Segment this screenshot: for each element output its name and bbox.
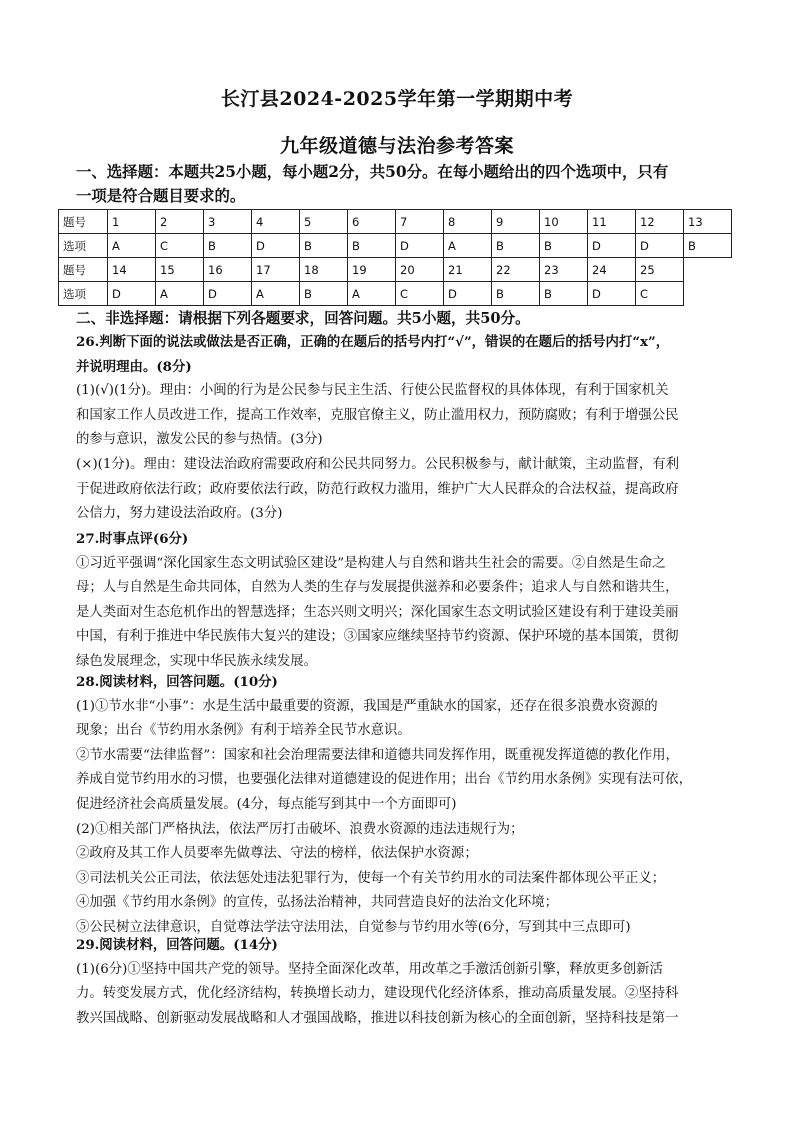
- question-28-title: 28.阅读材料，回答问题。(10分): [76, 674, 278, 690]
- table-cell: C: [636, 282, 684, 306]
- question-26-title: 并说明理由。(8分): [76, 358, 192, 375]
- answer-line: (1)(6分)①坚持中国共产党的领导。坚持全面深化改革，用改革之手激活创新引擎，释放更多创新活: [76, 961, 663, 977]
- table-cell: 15: [156, 258, 204, 282]
- table-cell: 18: [300, 258, 348, 282]
- table-cell: A: [156, 282, 204, 306]
- table-cell: 17: [252, 258, 300, 282]
- answer-line: 公信力，努力建设法治政府。(3分): [76, 506, 283, 522]
- row-label-number: 题号: [59, 210, 108, 234]
- table-cell: 19: [348, 258, 396, 282]
- table-cell: B: [300, 282, 348, 306]
- table-cell: 5: [300, 210, 348, 234]
- answer-line: 现象；出台《节约用水条例》有利于培养全民节水意识。: [76, 723, 411, 739]
- answer-line: 于促进政府依法行政；政府要依法行政，防范行政权力滥用，维护广大人民群众的合法权益，提高政府: [76, 481, 679, 497]
- table-cell: D: [396, 234, 444, 258]
- answer-line: 的参与意识，激发公民的参与热情。(3分): [76, 432, 323, 448]
- table-cell: 10: [540, 210, 588, 234]
- question-26: [76, 330, 720, 527]
- question-29: [76, 933, 720, 1031]
- answer-line: ①习近平强调“深化国家生态文明试验区建设”是构建人与自然和谐共生社会的需要。②自然是生命之: [76, 555, 666, 571]
- answer-line: ⑤公民树立法律意识，自觉尊法学法守法用法，自觉参与节约用水等(6分，写到其中三点即可): [76, 919, 631, 935]
- row-label-answer: 选项: [59, 234, 108, 258]
- table-cell: 24: [588, 258, 636, 282]
- table-cell: 12: [636, 210, 684, 234]
- question-26-title: 26.判断下面的说法或做法是否正确，正确的在题后的括号内打“√”，错误的在题后的括号内打“x”，: [76, 334, 670, 350]
- table-cell: B: [300, 234, 348, 258]
- answer-line: (1)①节水非“小事”：水是生活中最重要的资源，我国是严重缺水的国家，还存在很多浪费水资源的: [76, 698, 658, 714]
- document-subtitle: 九年级道德与法治参考答案: [279, 135, 514, 157]
- table-cell: C: [396, 282, 444, 306]
- table-cell: 7: [396, 210, 444, 234]
- table-cell: 11: [588, 210, 636, 234]
- table-cell: A: [444, 234, 492, 258]
- table-cell: D: [636, 234, 684, 258]
- table-cell: 25: [636, 258, 684, 282]
- section1-heading-line: 一、选择题：本题共25小题，每小题2分，共50分。在每小题给出的四个选项中，只有: [76, 163, 669, 181]
- table-cell: 21: [444, 258, 492, 282]
- table-row: [59, 210, 732, 234]
- table-cell: A: [252, 282, 300, 306]
- answer-line: ③司法机关公正司法，依法惩处违法犯罪行为，使每一个有关节约用水的司法案件都体现公平正义；: [76, 870, 666, 886]
- row-label-number: 题号: [59, 258, 108, 282]
- answer-line: (2)①相关部门严格执法，依法严厉打击破坏、浪费水资源的违法违规行为；: [76, 821, 524, 837]
- table-cell: 9: [492, 210, 540, 234]
- table-cell: 23: [540, 258, 588, 282]
- table-cell-empty: [684, 258, 732, 282]
- table-cell: B: [204, 234, 252, 258]
- answer-line: ④加强《节约用水条例》的宣传，弘扬法治精神，共同营造良好的法治文化环境；: [76, 895, 559, 911]
- table-cell: D: [204, 282, 252, 306]
- table-row: [59, 234, 732, 258]
- answer-line: 力。转变发展方式，优化经济结构，转换增长动力，建设现代化经济体系，推动高质量发展。②坚持科: [76, 986, 679, 1002]
- table-cell: 6: [348, 210, 396, 234]
- table-row: [59, 282, 732, 306]
- row-label-answer: 选项: [59, 282, 108, 306]
- section2-heading: 二、非选择题：请根据下列各题要求，回答问题。共5小题，共50分。: [76, 310, 530, 327]
- table-cell-empty: [684, 282, 732, 306]
- answer-line: (×)(1分)。理由：建设法治政府需要政府和公民共同努力。公民积极参与，献计献策，主动监督，有利: [76, 456, 680, 472]
- table-cell: 16: [204, 258, 252, 282]
- question-29-title: 29.阅读材料，回答问题。(14分): [76, 937, 278, 953]
- question-27: [76, 527, 720, 675]
- table-cell: A: [348, 282, 396, 306]
- answer-line: 中国，有利于推进中华民族伟大复兴的建设；③国家应继续坚持节约资源、保护环境的基本国策，贯彻: [76, 629, 679, 645]
- table-cell: D: [444, 282, 492, 306]
- answer-line: ②节水需要“法律监督”：国家和社会治理需要法律和道德共同发挥作用，既重视发挥道德的教化作用，: [76, 747, 679, 763]
- table-row: [59, 258, 732, 282]
- table-cell: B: [492, 234, 540, 258]
- table-cell: B: [540, 234, 588, 258]
- answer-line: 和国家工作人员改进工作，提高工作效率，克服官僚主义，防止滥用权力，预防腐败；有利于增强公民: [76, 407, 679, 423]
- table-cell: 4: [252, 210, 300, 234]
- table-cell: C: [156, 234, 204, 258]
- table-cell: 14: [108, 258, 156, 282]
- table-cell: 3: [204, 210, 252, 234]
- table-cell: B: [684, 234, 732, 258]
- table-cell: 22: [492, 258, 540, 282]
- answer-line: (1)(√)(1分)。理由：小闽的行为是公民参与民主生活、行使公民监督权的具体体现，有利于国家机关: [76, 383, 669, 399]
- table-cell: B: [492, 282, 540, 306]
- table-cell: 8: [444, 210, 492, 234]
- table-cell: 2: [156, 210, 204, 234]
- answer-table: [58, 209, 732, 306]
- table-cell: D: [588, 234, 636, 258]
- question-28: [76, 670, 720, 941]
- answer-line: 促进经济社会高质量发展。(4分，每点能写到其中一个方面即可): [76, 796, 457, 812]
- section1-heading: [76, 160, 720, 208]
- question-27-title: 27.时事点评(6分): [76, 531, 189, 547]
- table-cell: D: [252, 234, 300, 258]
- table-cell: D: [108, 282, 156, 306]
- table-cell: 13: [684, 210, 732, 234]
- section1-heading-line: 一项是符合题目要求的。: [76, 187, 246, 205]
- table-cell: D: [588, 282, 636, 306]
- answer-line: 养成自觉节约用水的习惯，也要强化法律对道德建设的促进作用；出台《节约用水条例》实现有法可依，: [76, 772, 692, 788]
- table-cell: B: [540, 282, 588, 306]
- answer-line: ②政府及其工作人员要率先做尊法、守法的榜样，依法保护水资源；: [76, 846, 478, 862]
- answer-line: 教兴国战略、创新驱动发展战略和人才强国战略，推进以科技创新为核心的全面创新，坚持科技是第一: [76, 1010, 679, 1026]
- answer-line: 是人类面对生态危机作出的智慧选择；生态兴则文明兴；深化国家生态文明试验区建设有利于建设美丽: [76, 604, 679, 620]
- table-cell: 1: [108, 210, 156, 234]
- document-title: 长汀县2024-2025学年第一学期期中考: [220, 88, 574, 110]
- table-cell: A: [108, 234, 156, 258]
- answer-line: 绿色发展理念，实现中华民族永续发展。: [76, 653, 318, 669]
- answer-line: 母；人与自然是生命共同体，自然为人类的生存与发展提供滋养和必要条件；追求人与自然和谐共生，: [76, 580, 679, 596]
- table-cell: 20: [396, 258, 444, 282]
- table-cell: B: [348, 234, 396, 258]
